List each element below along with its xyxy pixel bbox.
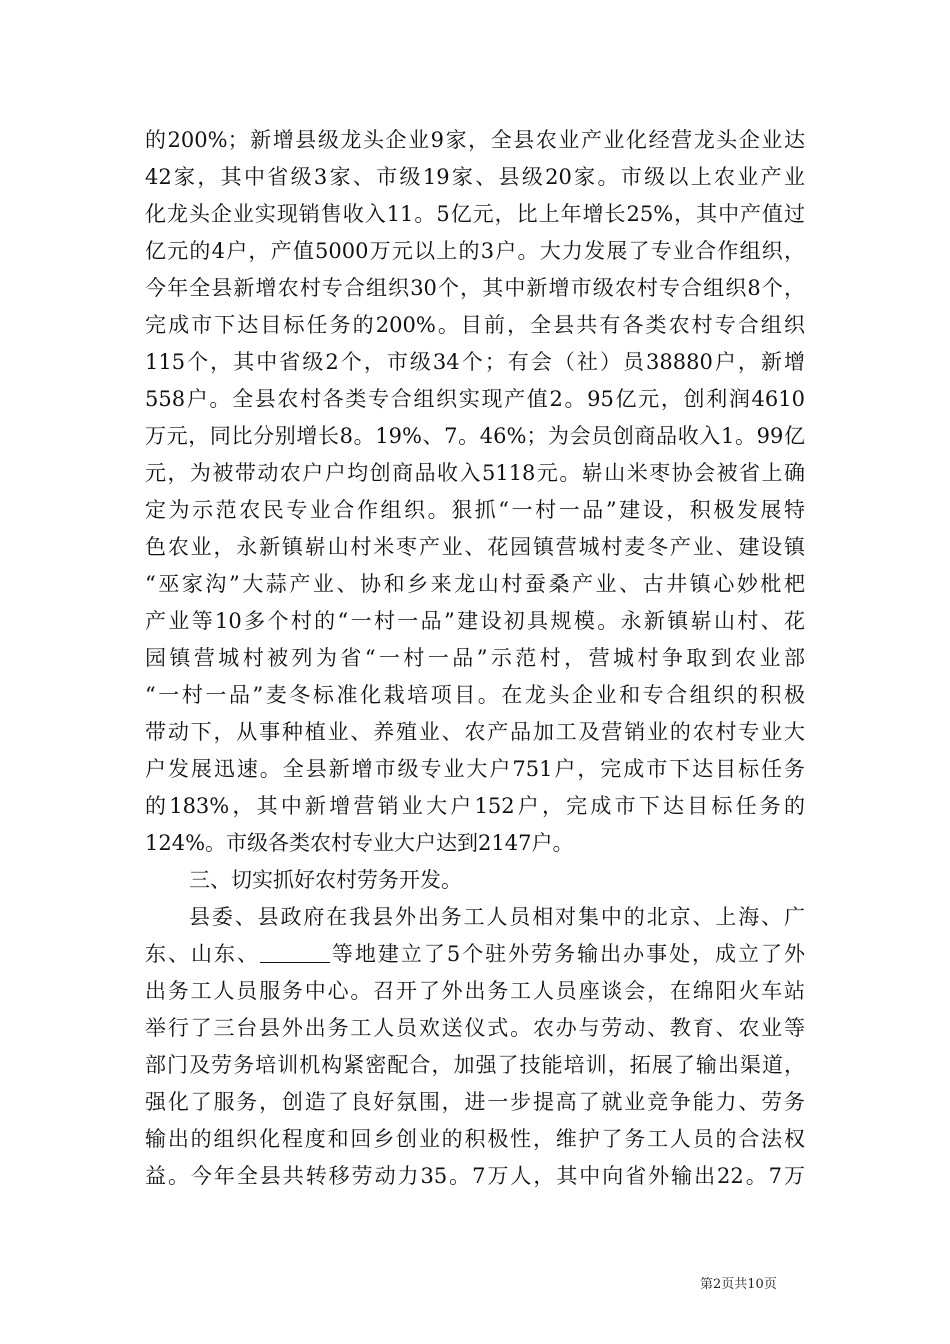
text-line: 化龙头企业实现销售收入11。5亿元，比上年增长25%，其中产值过 (145, 202, 805, 226)
text-line: “一村一品”麦冬标准化栽培项目。在龙头企业和专合组织的积极 (145, 683, 805, 707)
text-line: 的183%，其中新增营销业大户152户，完成市下达目标任务的 (145, 794, 805, 818)
text-line: 色农业，永新镇崭山村米枣产业、花园镇营城村麦冬产业、建设镇 (145, 535, 805, 559)
text-line: “巫家沟”大蒜产业、协和乡来龙山村蚕桑产业、古井镇心妙枇杷 (145, 572, 805, 596)
text-line: 115个，其中省级2个，市级34个；有会（社）员38880户，新增 (145, 350, 805, 374)
text-line: 输出的组织化程度和回乡创业的积极性，维护了务工人员的合法权 (145, 1127, 805, 1151)
text-line: 42家，其中省级3家、市级19家、县级20家。市级以上农业产业 (145, 165, 805, 189)
text-line: 558户。全县农村各类专合组织实现产值2。95亿元，创利润4610 (145, 387, 805, 411)
section-heading: 三、切实抓好农村劳务开发。 (189, 868, 462, 892)
page-number: 第2页共10页 (700, 1277, 777, 1292)
text-line: 举行了三台县外出务工人员欢送仪式。农办与劳动、教育、农业等 (145, 1016, 805, 1040)
body-text (145, 122, 805, 1195)
text-line: 园镇营城村被列为省“一村一品”示范村，营城村争取到农业部 (145, 646, 805, 670)
text-line: 益。今年全县共转移劳动力35。7万人，其中向省外输出22。7万 (145, 1164, 805, 1188)
text-line: 出务工人员服务中心。召开了外出务工人员座谈会，在绵阳火车站 (145, 979, 805, 1003)
text-line: 万元，同比分别增长8。19%、7。46%；为会员创商品收入1。99亿 (145, 424, 805, 448)
text-segment: 东、山东、 (145, 942, 260, 966)
text-line: 亿元的4户，产值5000万元以上的3户。大力发展了专业合作组织， (145, 239, 805, 263)
text-line: 的200%；新增县级龙头企业9家，全县农业产业化经营龙头企业达 (145, 128, 805, 152)
text-line: 元，为被带动农户户均创商品收入5118元。崭山米枣协会被省上确 (145, 461, 805, 485)
text-line (145, 936, 805, 973)
text-line: 完成市下达目标任务的200%。目前，全县共有各类农村专合组织 (145, 313, 805, 337)
text-line: 县委、县政府在我县外出务工人员相对集中的北京、上海、广 (189, 905, 805, 929)
text-line: 今年全县新增农村专合组织30个，其中新增市级农村专合组织8个， (145, 276, 805, 300)
text-line: 产业等10多个村的“一村一品”建设初具规模。永新镇崭山村、花 (145, 609, 805, 633)
text-line: 户发展迅速。全县新增市级专业大户751户，完成市下达目标任务 (145, 757, 805, 781)
text-line: 定为示范农民专业合作组织。狠抓“一村一品”建设，积极发展特 (145, 498, 805, 522)
text-line: 强化了服务，创造了良好氛围，进一步提高了就业竞争能力、劳务 (145, 1090, 805, 1114)
blank-underline (260, 942, 330, 963)
text-segment: 等地建立了5个驻外劳务输出办事处，成立了外 (329, 942, 806, 966)
text-line: 部门及劳务培训机构紧密配合，加强了技能培训，拓展了输出渠道， (145, 1053, 805, 1077)
text-line: 124%。市级各类农村专业大户达到2147户。 (145, 831, 574, 855)
text-line: 带动下，从事种植业、养殖业、农产品加工及营销业的农村专业大 (145, 720, 805, 744)
